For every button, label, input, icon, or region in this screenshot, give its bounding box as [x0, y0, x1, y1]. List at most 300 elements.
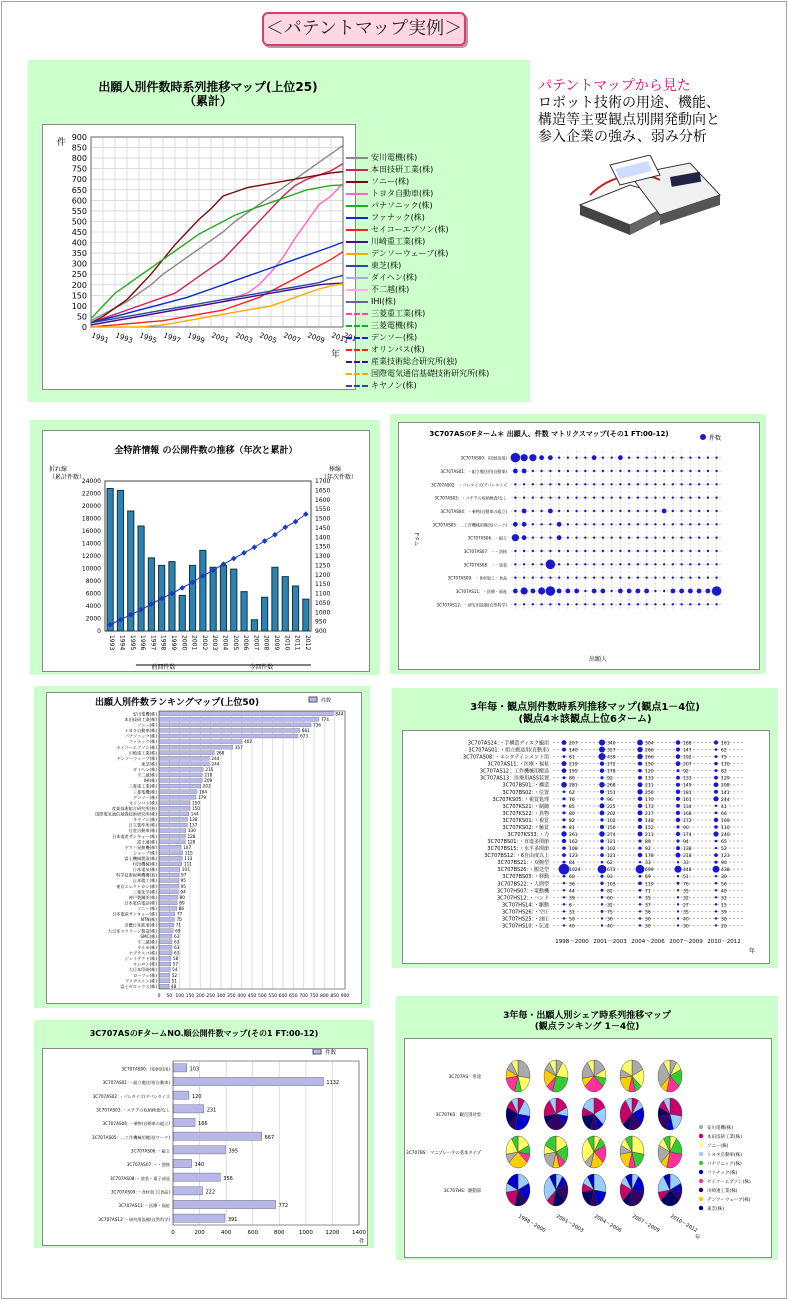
row-label: 3C707AS05：…工作機械用搬送(ワーク) — [432, 522, 507, 528]
value-label: 266 — [645, 755, 654, 761]
bubble — [593, 550, 595, 552]
category-label: ダイヘン(株) — [132, 767, 157, 773]
bubble — [514, 483, 516, 485]
bubble — [637, 576, 639, 578]
bubble — [598, 865, 607, 874]
right-tick-label: 1550 — [315, 506, 331, 514]
bubble — [562, 846, 565, 849]
bubble — [563, 910, 565, 912]
row-label: 3C707HS25：・油圧 — [501, 916, 549, 923]
bubble — [558, 470, 560, 472]
left-axis-label: 折れ線 — [49, 466, 68, 473]
bubble — [645, 536, 647, 538]
row-label: 3C707AS00：用途(汎用) — [460, 455, 507, 461]
bubble — [676, 811, 680, 815]
x-tick-label: 2000 — [180, 635, 188, 651]
bubble — [638, 804, 642, 808]
y-tick-label: 350 — [71, 249, 87, 259]
intro-text — [538, 78, 778, 146]
bar — [159, 734, 298, 738]
bar — [159, 729, 300, 733]
y-tick-label: 550 — [71, 206, 87, 216]
value-label: 268 — [216, 750, 225, 756]
line-chart-panel — [28, 60, 530, 402]
bubble — [698, 470, 700, 472]
bubble — [559, 864, 570, 875]
bar-line-title: 全特許情報 の公開件数の推移（年次と累計） — [114, 446, 298, 456]
bubble — [677, 924, 679, 926]
bubble — [575, 550, 577, 552]
bar — [159, 795, 196, 799]
bubble — [575, 456, 577, 458]
bubble — [638, 810, 643, 815]
legend-marker — [699, 1206, 703, 1210]
value-label: 150 — [192, 805, 200, 811]
bubble — [619, 483, 621, 485]
bubble — [600, 875, 603, 878]
bubble — [600, 811, 605, 816]
bubble — [619, 523, 621, 525]
value-label: 208 — [721, 783, 730, 789]
bubble — [522, 522, 527, 527]
bubble — [628, 603, 630, 605]
bubble — [600, 882, 603, 885]
bubble — [563, 889, 565, 891]
bubble — [698, 523, 700, 525]
value-label: 178 — [607, 769, 616, 775]
bubble — [602, 563, 604, 565]
bubble — [523, 483, 525, 485]
bubble — [645, 523, 647, 525]
bubble — [714, 762, 717, 765]
x-tick-label: 2010～2012 — [669, 1213, 699, 1234]
row-label: 3C707HS14：・駆動 — [501, 902, 549, 909]
category-label: 神戸製鋼所(株) — [128, 894, 157, 900]
bubble — [514, 576, 516, 578]
bubble — [676, 769, 679, 772]
bubble — [705, 589, 710, 594]
legend-marker — [699, 1188, 703, 1192]
bar — [159, 740, 242, 744]
legend-swatch — [346, 265, 368, 267]
bubble — [562, 748, 566, 752]
value-label: 111 — [183, 861, 192, 867]
value-label: 174 — [683, 833, 692, 838]
intro-line-1: ロボット技術の用途、機能、 — [538, 95, 720, 111]
value-label: 50 — [569, 917, 575, 923]
value-label: 438 — [721, 868, 730, 874]
bubble — [654, 510, 656, 512]
bar — [159, 901, 177, 905]
bubble — [619, 510, 621, 512]
bubble — [619, 603, 621, 605]
bar — [159, 745, 233, 749]
y-tick-label: 150 — [71, 291, 87, 301]
bubble — [663, 563, 665, 565]
category-label: 本田技研工業(株) — [124, 717, 157, 723]
bubble — [676, 839, 679, 842]
category-label: 3C707AS04：・乗物(自動車の組立) — [102, 1121, 170, 1127]
bubble — [663, 576, 665, 578]
bubble — [715, 523, 717, 525]
legend-item — [346, 176, 409, 187]
legend-item — [346, 380, 417, 391]
value-label: 178 — [645, 854, 654, 860]
right-tick-label: 1450 — [315, 524, 331, 532]
value-label: 121 — [607, 854, 616, 860]
bubble — [600, 776, 603, 779]
bubble — [584, 470, 586, 472]
bubble — [628, 523, 630, 525]
bubble — [715, 917, 717, 919]
legend-label: 国際電気通信基礎技術研究所(株) — [371, 369, 490, 378]
bubble — [676, 776, 680, 780]
bar — [272, 567, 278, 631]
bubble — [676, 818, 680, 822]
value-label: 71 — [175, 922, 182, 928]
legend-label: デンソーウェーブ(株) — [707, 1198, 751, 1203]
bubble — [610, 536, 612, 538]
bubble — [618, 455, 623, 460]
bubble — [674, 866, 681, 873]
bubble — [558, 496, 560, 498]
bubble — [540, 536, 542, 538]
bubble — [654, 523, 656, 525]
category-label: 富士機械製造(株) — [124, 856, 157, 862]
bubble — [513, 522, 518, 527]
value-label: 35 — [683, 889, 689, 895]
bubble — [680, 523, 682, 525]
x-tick-label: 2006 — [242, 635, 250, 651]
value-label: 39 — [721, 910, 727, 916]
bubble — [676, 740, 681, 745]
viewpoint-card — [402, 730, 770, 964]
bubble — [677, 889, 679, 891]
left-tick-label: 6000 — [85, 590, 101, 598]
bubble — [575, 603, 577, 605]
legend-item — [346, 308, 425, 319]
bubble — [707, 496, 709, 498]
right-tick-label: 950 — [315, 618, 327, 626]
legend-label: 本田技研工業(株) — [371, 165, 434, 174]
x-tick-label: 2001～2003 — [593, 939, 627, 945]
bubble — [637, 483, 639, 485]
bubble — [680, 550, 682, 552]
x-tick-label: 2002 — [200, 635, 208, 651]
bubble — [593, 510, 595, 512]
bubble — [628, 576, 630, 578]
value-label: 207 — [683, 762, 692, 768]
bubble — [584, 576, 586, 578]
pie-slice — [594, 1174, 606, 1192]
viewpoint-subtitle: (観点4＊該観点上位6ターム) — [518, 714, 652, 725]
bubble — [619, 550, 621, 552]
x-tick-label: 2003 — [234, 331, 254, 345]
plot-frame — [105, 481, 311, 631]
category-label: 3C707AS09：・食材加工(食品) — [110, 1189, 170, 1195]
value-label: 102 — [607, 818, 616, 824]
legend-swatch — [346, 289, 368, 291]
value-label: 81 — [569, 825, 575, 831]
fterm-panel — [34, 1020, 374, 1248]
x-tick-label: 2004～2006 — [631, 939, 665, 945]
bubble — [672, 563, 674, 565]
bar — [159, 868, 180, 872]
y-tick-label: 500 — [71, 217, 87, 227]
value-label: 170 — [645, 797, 654, 803]
bar — [159, 940, 172, 944]
legend-item — [346, 296, 396, 307]
value-label: 71 — [645, 889, 651, 895]
line-chart-legend — [346, 152, 530, 392]
value-label: 151 — [607, 790, 616, 796]
x-tick-label: 2005 — [258, 331, 278, 345]
value-label: 32 — [607, 903, 613, 909]
bubble — [601, 924, 603, 926]
legend-swatch — [346, 325, 368, 327]
series-line — [91, 183, 343, 325]
value-label: 102 — [607, 847, 616, 853]
left-axis-label-2: （累計件数） — [49, 474, 86, 481]
bubble — [637, 523, 639, 525]
value-label: 58 — [172, 956, 179, 962]
bubble — [610, 523, 612, 525]
legend-label: デンソーウェーブ(株) — [371, 249, 449, 258]
value-label: 129 — [721, 776, 730, 782]
row-label: 3C707AS06：・組立 — [467, 535, 507, 541]
x-tick-label: 1991 — [90, 331, 110, 345]
bubble — [610, 510, 612, 512]
value-label: 168 — [683, 811, 692, 817]
bar — [159, 984, 169, 988]
intro-line-3: 参入企業の強み、弱み分析 — [538, 129, 707, 145]
bar — [159, 823, 187, 827]
bubble — [707, 536, 709, 538]
bubble — [670, 589, 675, 594]
category-label: 国際電気通信基礎技術研究所(株) — [95, 811, 157, 817]
bubble — [639, 896, 641, 898]
value-label: 62 — [607, 861, 613, 867]
right-tick-label: 1150 — [315, 581, 331, 589]
value-label: 94 — [683, 840, 689, 846]
ranking-chart — [47, 693, 361, 1003]
bubble — [593, 470, 595, 472]
bubble — [645, 603, 647, 605]
value-label: 1024 — [569, 868, 581, 874]
value-label: 772 — [278, 1203, 289, 1210]
value-label: 82 — [569, 818, 575, 824]
category-label: ナブテスコ(株) — [128, 950, 157, 956]
bubble — [707, 603, 709, 605]
value-label: 152 — [645, 825, 654, 831]
bar — [117, 490, 123, 631]
bubble — [628, 536, 630, 538]
bubble — [637, 789, 642, 794]
category-label: IHI(株) — [143, 778, 157, 784]
bubble — [676, 825, 679, 828]
category-label: キヤノン(株) — [133, 817, 157, 823]
value-label: 391 — [227, 1216, 238, 1223]
bubble — [715, 576, 717, 578]
value-label: 268 — [607, 783, 616, 789]
value-label: 80 — [569, 811, 575, 817]
x-tick-label: 2004 — [221, 635, 229, 651]
bar — [159, 717, 319, 721]
bubble — [663, 496, 665, 498]
left-tick-label: 24000 — [81, 478, 101, 485]
bubble — [663, 603, 665, 605]
category-label: 日本電産サンキョー(株) — [112, 911, 157, 917]
bar — [159, 840, 185, 844]
bar — [159, 806, 190, 810]
bubble — [540, 523, 542, 525]
bubble — [637, 510, 639, 512]
bubble — [680, 483, 682, 485]
x-tick-label: 1995 — [138, 331, 158, 345]
bubble — [654, 563, 656, 565]
category-label: 安川電機(株) — [132, 711, 157, 717]
category-label: オムロン(株) — [132, 961, 157, 967]
bubble — [689, 496, 691, 498]
value-label: 147 — [683, 748, 692, 754]
legend-swatch — [313, 1049, 321, 1054]
value-label: 92 — [607, 776, 613, 782]
category-label: 日産自動車(株) — [128, 828, 157, 834]
bubble — [549, 603, 551, 605]
category-label: 三菱重工業(株) — [128, 783, 157, 789]
bubble — [540, 496, 542, 498]
row-label: 3C707BS01：・直進多関節 — [487, 839, 549, 846]
bar — [159, 751, 214, 755]
bubble — [637, 603, 639, 605]
value-label: 82 — [721, 769, 727, 775]
bubble — [548, 509, 553, 514]
bar — [173, 1159, 192, 1167]
value-label: 211 — [645, 783, 654, 789]
bubble — [715, 875, 717, 877]
value-label: 30 — [721, 875, 727, 881]
value-label: 69 — [175, 928, 181, 934]
value-label: 110 — [721, 762, 730, 768]
y-tick-label: 750 — [71, 164, 87, 174]
legend-item — [346, 356, 457, 367]
legend-item — [346, 344, 425, 355]
bubble — [639, 924, 641, 926]
bubble — [610, 483, 612, 485]
value-label: 673 — [300, 733, 309, 739]
category-label: 川崎重工業(株) — [128, 750, 157, 756]
value-label: 162 — [569, 840, 578, 846]
value-label: 97 — [181, 872, 187, 878]
bubble — [562, 761, 567, 766]
value-label: 150 — [645, 762, 654, 768]
line-chart-card — [42, 124, 356, 390]
value-label: 35 — [683, 910, 689, 916]
row-label: 3C707AS09：・食材加工・食品 — [447, 575, 507, 581]
bubble — [645, 576, 647, 578]
legend-marker — [699, 1179, 703, 1183]
bubble — [714, 818, 718, 822]
bar — [159, 779, 202, 783]
left-tick-label: 12000 — [81, 553, 101, 560]
bubble — [698, 563, 700, 565]
value-label: 736 — [313, 722, 322, 728]
bubble — [599, 753, 606, 760]
category-label: トヨタ自動車(株) — [124, 728, 157, 734]
bubble — [602, 603, 604, 605]
value-label: 94 — [180, 889, 186, 895]
bubble — [680, 510, 682, 512]
category-label: 日本電産サンキョー(株) — [112, 833, 157, 839]
category-label: シャープ(株) — [133, 850, 157, 856]
bar — [159, 756, 209, 760]
bubble — [584, 456, 586, 458]
x-tick-label: 1000 — [298, 1230, 313, 1236]
legend-item — [346, 152, 417, 163]
value-label: 6 — [569, 903, 572, 909]
x-tick-label: 0 — [157, 994, 161, 999]
bubble — [645, 470, 647, 472]
x-tick-label: 2010 — [283, 635, 291, 651]
bubble — [593, 563, 595, 565]
series-line — [91, 284, 343, 327]
bubble — [676, 748, 680, 752]
bubble — [714, 853, 718, 857]
pie-slice — [518, 1060, 530, 1078]
value-label: 123 — [569, 854, 578, 860]
bar — [173, 1173, 220, 1181]
bar — [159, 879, 179, 883]
bar — [159, 851, 183, 855]
bar — [159, 912, 175, 916]
value-label: 90 — [683, 825, 689, 831]
value-label: 101 — [181, 867, 190, 873]
legend-marker — [700, 434, 706, 440]
bubble — [601, 910, 604, 913]
bubble — [599, 831, 605, 837]
bubble — [654, 590, 656, 592]
value-label: 92 — [683, 769, 689, 775]
legend-swatch — [309, 697, 317, 702]
row-label: 3C707KS22：・異物 — [502, 810, 549, 817]
bubble — [637, 747, 642, 752]
category-label: 3C707AS02：・パレタイズ/デパレタイズ — [92, 1093, 170, 1099]
bar — [251, 620, 257, 631]
value-label: 44 — [569, 889, 575, 895]
line-chart-title: 出願人別件数時系列推移マップ(上位25) — [98, 80, 318, 94]
bubble — [628, 470, 630, 472]
fterm-chart — [43, 1049, 367, 1245]
x-tick-label: 2004～2006 — [593, 1213, 623, 1234]
row-label: 3C707AS12：工作機械用搬送 — [479, 768, 549, 775]
bubble — [584, 523, 586, 525]
legend-label: 不二越(株) — [371, 285, 410, 294]
value-label: 133 — [683, 776, 692, 782]
value-label: 54 — [172, 967, 178, 973]
bubble — [558, 483, 560, 485]
bubble — [610, 456, 612, 458]
row-label: 3C707AS03：・ステアの収納検査/なし — [434, 495, 507, 501]
value-label: 172 — [683, 818, 692, 824]
bubble — [672, 576, 674, 578]
left-tick-label: 14000 — [81, 540, 101, 548]
row-label: 3C707AS02：・パレタイズ/デパレタイズ — [431, 482, 507, 488]
value-label: 120 — [645, 769, 654, 775]
bubble — [602, 456, 604, 458]
bubble — [521, 454, 528, 461]
value-label: 63 — [174, 939, 180, 945]
category-label: 3C707AS12：・研究用設備(自然科学) — [98, 1216, 170, 1222]
